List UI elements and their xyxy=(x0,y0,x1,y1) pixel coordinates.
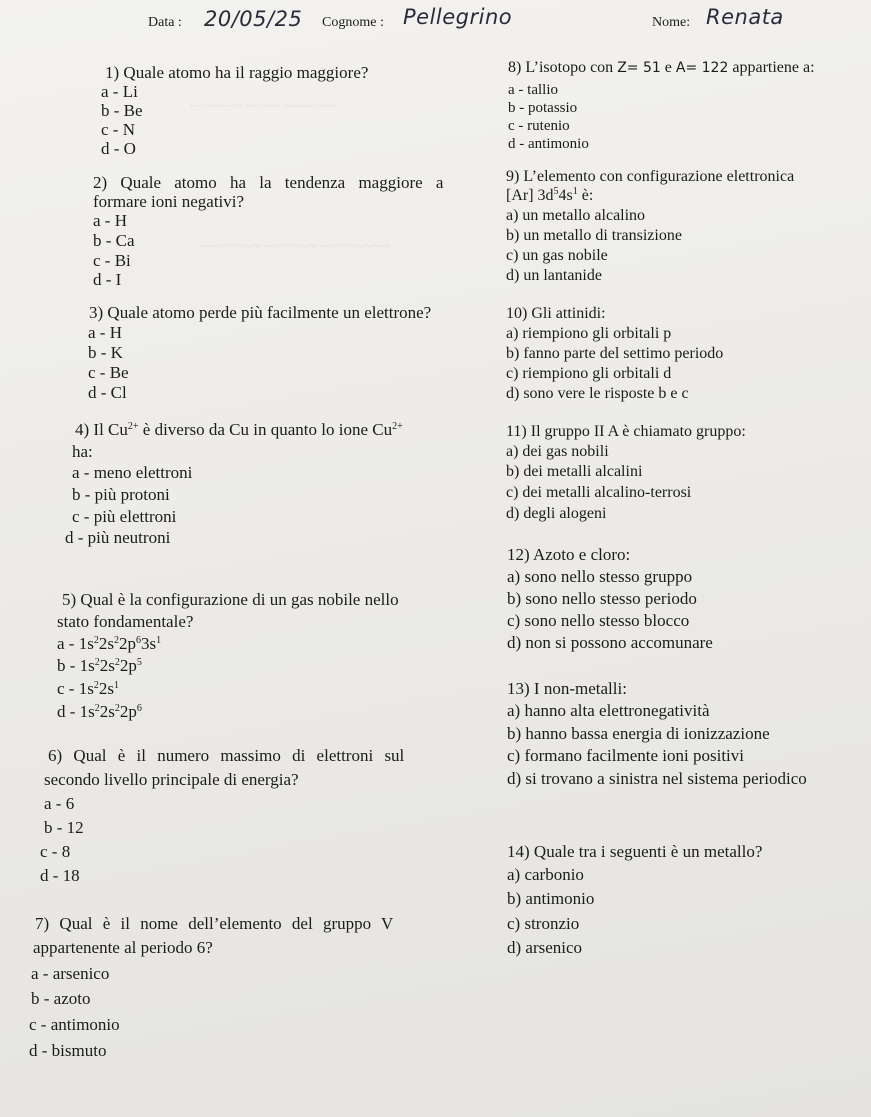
q7-option-c[interactable]: c - antimonio xyxy=(29,1015,120,1034)
q14-question: 14) Quale tra i seguenti è un metallo? xyxy=(507,842,763,861)
q13-option-c[interactable]: c) formano facilmente ioni positivi xyxy=(507,746,744,765)
q5-option-a[interactable]: a - $1s^22s^22p^63s^1$ xyxy=(57,634,162,653)
q3-option-d[interactable]: d - Cl xyxy=(88,383,127,402)
q5-option-c[interactable]: c - $1s^22s^1$ xyxy=(57,679,119,698)
q7-option-d[interactable]: d - bismuto xyxy=(29,1041,107,1060)
q13-option-d[interactable]: d) si trovano a sinistra nel sistema periodico xyxy=(507,769,807,788)
q1-option-d[interactable]: d - O xyxy=(101,139,136,158)
q8-question: 8) L’isotopo con Z= 51 e A= 122 appartiene a: xyxy=(508,59,815,76)
q8-option-a[interactable]: a - tallio xyxy=(508,82,558,98)
q11-question: 11) Il gruppo II A è chiamato gruppo: xyxy=(506,423,746,440)
q12-option-c[interactable]: c) sono nello stesso blocco xyxy=(507,611,690,630)
q1-question: 1) Quale atomo ha il raggio maggiore? xyxy=(105,63,369,82)
q8-option-d[interactable]: d - antimonio xyxy=(508,136,589,152)
q3-option-a[interactable]: a - H xyxy=(88,323,122,342)
q2-option-d[interactable]: d - I xyxy=(93,270,122,289)
cognome-value-handwritten[interactable]: Pellegrino xyxy=(403,5,513,29)
q14-option-b[interactable]: b) antimonio xyxy=(507,889,595,908)
q7-question-line2: appartenente al periodo 6? xyxy=(33,938,213,957)
q11-option-d[interactable]: d) degli alogeni xyxy=(506,505,607,522)
q7-option-a[interactable]: a - arsenico xyxy=(31,964,110,983)
q1-option-c[interactable]: c - N xyxy=(101,120,135,139)
q9-option-a[interactable]: a) un metallo alcalino xyxy=(506,207,646,224)
q5-option-b[interactable]: b - $1s^22s^22p^5$ xyxy=(57,656,142,675)
q12-question: 12) Azoto e cloro: xyxy=(507,545,631,564)
q6-option-d[interactable]: d - 18 xyxy=(40,866,80,885)
q9-option-b[interactable]: b) un metallo di transizione xyxy=(506,227,682,244)
bleed-through-text: ~~~~~~ ~~~~ ~~~~~~ xyxy=(190,98,337,115)
q7-option-b[interactable]: b - azoto xyxy=(31,989,91,1008)
q6-option-c[interactable]: c - 8 xyxy=(40,842,71,861)
q12-option-a[interactable]: a) sono nello stesso gruppo xyxy=(507,567,693,586)
q12-option-b[interactable]: b) sono nello stesso periodo xyxy=(507,589,697,608)
q3-option-c[interactable]: c - Be xyxy=(88,363,129,382)
q3-option-b[interactable]: b - K xyxy=(88,343,123,362)
q3-question: 3) Quale atomo perde più facilmente un elettrone? xyxy=(89,303,432,322)
q9-question-line2: [Ar] $3d^54s^1$ è: xyxy=(506,186,594,204)
q11-option-b[interactable]: b) dei metalli alcalini xyxy=(506,463,643,480)
q4-option-a[interactable]: a - meno elettroni xyxy=(72,463,193,482)
nome-label: Nome: xyxy=(652,15,691,30)
q4-question-line2: ha: xyxy=(72,442,93,461)
q1-option-a[interactable]: a - Li xyxy=(101,82,138,101)
q4-option-c[interactable]: c - più elettroni xyxy=(72,507,177,526)
data-label: Data : xyxy=(148,15,182,30)
q9-question-line1: 9) L’elemento con configurazione elettronica xyxy=(506,168,795,185)
nome-value-handwritten[interactable]: Renata xyxy=(706,5,784,29)
q10-option-c[interactable]: c) riempiono gli orbitali d xyxy=(506,365,672,382)
q11-option-c[interactable]: c) dei metalli alcalino-terrosi xyxy=(506,484,692,501)
q5-question-line1: 5) Qual è la configurazione di un gas nobile nello xyxy=(62,590,399,609)
q10-question: 10) Gli attinidi: xyxy=(506,305,606,322)
q2-option-a[interactable]: a - H xyxy=(93,211,127,230)
q14-option-d[interactable]: d) arsenico xyxy=(507,938,583,957)
q13-option-a[interactable]: a) hanno alta elettronegatività xyxy=(507,701,710,720)
q5-option-d[interactable]: d - $1s^22s^22p^6$ xyxy=(57,702,142,721)
q11-option-a[interactable]: a) dei gas nobili xyxy=(506,443,609,460)
q4-option-d[interactable]: d - più neutroni xyxy=(65,528,171,547)
q7-question-line1: 7) Qual è il nome dell’elemento del gruppo V xyxy=(35,914,394,933)
q8-option-c[interactable]: c - rutenio xyxy=(508,118,570,134)
bleed-through-text: ~~~~~~~ ~~~~~~ ~~~~~~~~ xyxy=(200,238,390,255)
q13-option-b[interactable]: b) hanno bassa energia di ionizzazione xyxy=(507,724,770,743)
q14-option-c[interactable]: c) stronzio xyxy=(507,914,580,933)
q2-question-line2: formare ioni negativi? xyxy=(93,192,245,211)
q5-question-line2: stato fondamentale? xyxy=(57,612,194,631)
q13-question: 13) I non-metalli: xyxy=(507,679,627,698)
q10-option-d[interactable]: d) sono vere le risposte b e c xyxy=(506,385,689,402)
q9-option-d[interactable]: d) un lantanide xyxy=(506,267,602,284)
data-value-handwritten[interactable]: 20/05/25 xyxy=(204,7,303,31)
q1-option-b[interactable]: b - Be xyxy=(101,101,143,120)
cognome-label: Cognome : xyxy=(322,15,384,30)
q9-option-c[interactable]: c) un gas nobile xyxy=(506,247,608,264)
q12-option-d[interactable]: d) non si possono accomunare xyxy=(507,633,713,652)
q4-option-b[interactable]: b - più protoni xyxy=(72,485,170,504)
q6-option-a[interactable]: a - 6 xyxy=(44,794,75,813)
q6-option-b[interactable]: b - 12 xyxy=(44,818,84,837)
q8-option-b[interactable]: b - potassio xyxy=(508,100,578,116)
q2-option-c[interactable]: c - Bi xyxy=(93,251,131,270)
q4-question-line1: 4) Il $Cu^{2+}$ è diverso da Cu in quanto lo ione $Cu^{2+}$ xyxy=(75,420,403,439)
q14-option-a[interactable]: a) carbonio xyxy=(507,865,584,884)
q6-question-line2: secondo livello principale di energia? xyxy=(44,770,299,789)
q6-question-line1: 6) Qual è il numero massimo di elettroni sul xyxy=(48,746,405,765)
q10-option-b[interactable]: b) fanno parte del settimo periodo xyxy=(506,345,724,362)
q10-option-a[interactable]: a) riempiono gli orbitali p xyxy=(506,325,672,342)
q2-option-b[interactable]: b - Ca xyxy=(93,231,135,250)
q2-question-line1: 2) Quale atomo ha la tendenza maggiore a xyxy=(93,173,444,192)
